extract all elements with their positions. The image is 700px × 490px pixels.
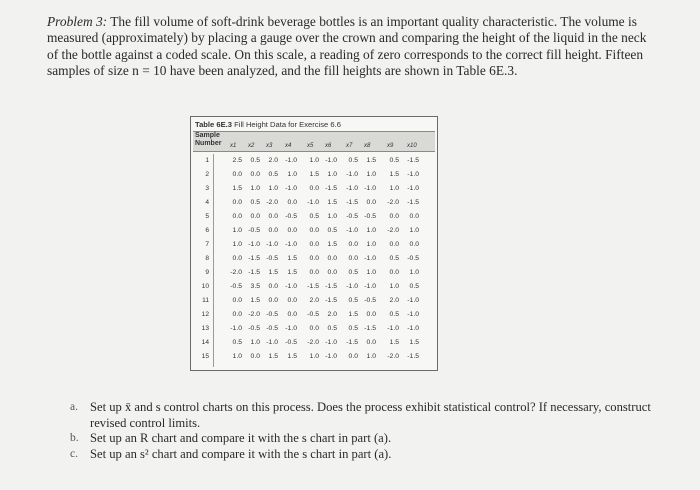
column-header: x9 [387, 143, 394, 149]
table-cell: 0.0 [268, 297, 278, 304]
table-cell: 1.0 [232, 241, 242, 248]
table-top-rule [193, 131, 435, 132]
table-cell: -2.0 [266, 199, 278, 206]
table-cell: -2.0 [230, 269, 242, 276]
table-cell: -1.0 [266, 241, 278, 248]
question-label: c. [70, 447, 78, 460]
table-cell: 0.0 [250, 353, 260, 360]
sample-number: 4 [205, 199, 209, 206]
table-cell: 0.0 [287, 199, 297, 206]
table-cell: -1.0 [407, 311, 419, 318]
sample-number: 13 [201, 325, 209, 332]
table-cell: 2.0 [389, 297, 399, 304]
table-cell: 0.0 [348, 241, 358, 248]
table-cell: 0.0 [389, 241, 399, 248]
sample-number: 6 [205, 227, 209, 234]
table-cell: -1.0 [346, 283, 358, 290]
sample-number: 10 [201, 283, 209, 290]
table-cell: 1.5 [268, 269, 278, 276]
table-cell: -0.5 [230, 283, 242, 290]
table-cell: -0.5 [307, 311, 319, 318]
column-header: x4 [285, 143, 292, 149]
table-cell: -1.0 [364, 185, 376, 192]
table-cell: -1.0 [248, 241, 260, 248]
table-cell: 0.0 [268, 283, 278, 290]
table-cell: 0.5 [250, 199, 260, 206]
table-cell: 0.5 [327, 325, 337, 332]
question-text: Set up x̄ and s control charts on this process. Does the process exhibit statistical control? If necessary, construct revised control limits. [90, 400, 651, 430]
table-cell: -1.5 [248, 269, 260, 276]
table-cell: 0.0 [348, 353, 358, 360]
table-cell: 0.0 [309, 227, 319, 234]
table-cell: 0.0 [309, 241, 319, 248]
table-cell: -1.0 [285, 157, 297, 164]
table-cell: 0.0 [366, 339, 376, 346]
table-cell: 0.0 [366, 311, 376, 318]
table-cell: 1.5 [250, 297, 260, 304]
table-cell: 0.0 [366, 199, 376, 206]
table-cell: -1.0 [364, 283, 376, 290]
column-header: x6 [325, 143, 332, 149]
table-cell: -0.5 [248, 227, 260, 234]
table-caption: Fill Height Data for Exercise 6.6 [234, 120, 341, 129]
table-cell: -0.5 [266, 325, 278, 332]
column-header: x7 [346, 143, 353, 149]
table-cell: 1.0 [366, 269, 376, 276]
table-cell: -1.5 [346, 199, 358, 206]
table-cell: -1.0 [266, 339, 278, 346]
table-cell: 0.5 [348, 157, 358, 164]
table-cell: -1.0 [407, 325, 419, 332]
table-cell: 1.5 [389, 171, 399, 178]
sample-number: 3 [205, 185, 209, 192]
table-cell: 0.0 [232, 171, 242, 178]
table-cell: 1.5 [287, 255, 297, 262]
table-cell: 0.5 [348, 269, 358, 276]
table-cell: -1.0 [230, 325, 242, 332]
table-cell: 1.0 [409, 269, 419, 276]
table-cell: -1.5 [407, 353, 419, 360]
table-cell: -1.0 [346, 185, 358, 192]
sample-number: 12 [201, 311, 209, 318]
table-cell: 0.0 [250, 171, 260, 178]
table-cell: -1.0 [346, 227, 358, 234]
sample-number: 2 [205, 171, 209, 178]
question-text: Set up an R chart and compare it with the s chart in part (a). [90, 431, 392, 446]
table-cell: -0.5 [407, 255, 419, 262]
table-cell: 0.0 [309, 325, 319, 332]
table-cell: -1.5 [325, 283, 337, 290]
problem-text: The fill volume of soft-drink beverage bottles is an important quality characteristic. The volume is measured (approximately) by placing a gauge over the crown and comparing the height of the liquid in the neck of the bottle against a coded scale. On this scale, a reading of zero corresponds to the correct fill height. Fifteen samples of size n = 10 have been analyzed, and the fill heights are shown in Table 6E.3. [47, 14, 647, 79]
question-text: Set up an s² chart and compare it with the s chart in part (a). [90, 446, 392, 461]
table-cell: -1.5 [307, 283, 319, 290]
sample-number-header [195, 132, 221, 148]
table-cell: -1.0 [285, 241, 297, 248]
table-cell: -1.0 [407, 297, 419, 304]
table-cell: 1.0 [250, 339, 260, 346]
table-cell: -2.0 [307, 339, 319, 346]
table-cell: 2.0 [309, 297, 319, 304]
table-cell: 0.0 [409, 213, 419, 220]
table-cell: 0.5 [268, 171, 278, 178]
sample-number: 7 [205, 241, 209, 248]
table-cell: 0.0 [409, 241, 419, 248]
table-cell: 0.5 [232, 339, 242, 346]
table-cell: 0.0 [287, 297, 297, 304]
table-cell: 1.5 [268, 353, 278, 360]
table-cell: -1.0 [307, 199, 319, 206]
table-cell: 1.0 [309, 157, 319, 164]
table-cell: 0.0 [309, 255, 319, 262]
table-cell: 0.0 [327, 255, 337, 262]
table-cell: 0.5 [348, 297, 358, 304]
table-cell: -0.5 [364, 297, 376, 304]
sample-number: 14 [201, 339, 209, 346]
table-cell: 1.0 [268, 185, 278, 192]
table-cell: -1.0 [285, 185, 297, 192]
table-cell: 0.5 [409, 283, 419, 290]
table-cell: 1.0 [327, 213, 337, 220]
table-cell: -1.0 [325, 157, 337, 164]
table-cell: 2.0 [327, 311, 337, 318]
table-cell: -1.5 [346, 339, 358, 346]
table-cell: -1.0 [407, 171, 419, 178]
table-title-line [195, 120, 341, 129]
column-header: x5 [307, 143, 314, 149]
table-cell: 0.0 [287, 227, 297, 234]
table-cell: 0.0 [232, 199, 242, 206]
table-cell: 0.0 [268, 213, 278, 220]
table-cell: 1.5 [409, 339, 419, 346]
table-cell: -0.5 [266, 311, 278, 318]
table-header-rule [193, 151, 435, 152]
table-cell: 1.0 [250, 185, 260, 192]
table-cell: 0.0 [250, 213, 260, 220]
table-cell: 1.5 [366, 157, 376, 164]
problem-label: Problem 3: [47, 14, 108, 29]
table-cell: 0.5 [250, 157, 260, 164]
table-cell: 3.5 [250, 283, 260, 290]
table-cell: 0.5 [389, 157, 399, 164]
table-cell: 0.0 [309, 185, 319, 192]
table-cell: -2.0 [387, 199, 399, 206]
table-cell: 1.0 [409, 227, 419, 234]
table-cell: 0.5 [309, 213, 319, 220]
table-cell: 1.5 [348, 311, 358, 318]
table-cell: -0.5 [346, 213, 358, 220]
column-header: x3 [266, 143, 273, 149]
table-cell: -2.0 [248, 311, 260, 318]
table-title: Table 6E.3 [195, 120, 233, 129]
table-cell: 2.5 [232, 157, 242, 164]
table-cell: 0.5 [348, 325, 358, 332]
table-cell: -1.5 [248, 255, 260, 262]
question-label: b. [70, 432, 79, 445]
sample-number: 5 [205, 213, 209, 220]
problem-statement [47, 14, 647, 80]
question-a [70, 400, 670, 431]
question-label: a. [70, 401, 78, 413]
header-sample: Sample [195, 132, 220, 139]
header-number: Number [195, 140, 222, 147]
table-cell: -1.0 [325, 353, 337, 360]
table-cell: -1.0 [346, 171, 358, 178]
sample-number: 11 [202, 297, 209, 304]
question-b [70, 431, 670, 447]
table-cell: -0.5 [285, 213, 297, 220]
table-cell: 1.5 [389, 339, 399, 346]
table-cell: 1.0 [389, 185, 399, 192]
table-cell: -1.0 [407, 185, 419, 192]
table-cell: -2.0 [387, 227, 399, 234]
table-cell: -0.5 [248, 325, 260, 332]
table-cell: 1.0 [366, 241, 376, 248]
table-cell: 1.0 [366, 353, 376, 360]
table-cell: 0.0 [348, 255, 358, 262]
sample-number: 9 [205, 269, 209, 276]
table-cell: 0.0 [232, 255, 242, 262]
table-cell: 0.0 [232, 213, 242, 220]
table-cell: -1.0 [285, 283, 297, 290]
table-cell: 0.0 [232, 297, 242, 304]
table-cell: -0.5 [285, 339, 297, 346]
table-cell: -1.5 [407, 199, 419, 206]
table-cell: 0.0 [232, 311, 242, 318]
table-cell: 0.5 [389, 255, 399, 262]
table-cell: 1.0 [287, 171, 297, 178]
table-cell: -1.0 [285, 325, 297, 332]
table-cell: 1.0 [366, 227, 376, 234]
table-cell: 1.5 [287, 269, 297, 276]
table-cell: 1.5 [309, 171, 319, 178]
table-cell: 0.0 [268, 227, 278, 234]
table-cell: -1.5 [364, 325, 376, 332]
table-cell: 1.0 [309, 353, 319, 360]
table-cell: 0.0 [389, 269, 399, 276]
table-cell: 1.5 [327, 241, 337, 248]
table-column-divider [213, 154, 214, 367]
table-cell: 1.0 [232, 353, 242, 360]
table-cell: 1.0 [389, 283, 399, 290]
table-cell: 0.5 [389, 311, 399, 318]
table-cell: 0.0 [327, 269, 337, 276]
question-c [70, 447, 670, 463]
table-cell: -0.5 [364, 213, 376, 220]
table-cell: -2.0 [387, 353, 399, 360]
sample-number: 1 [205, 157, 209, 164]
table-cell: 2.0 [268, 157, 278, 164]
column-header: x1 [230, 143, 237, 149]
table-cell: 1.0 [327, 171, 337, 178]
table-cell: -1.0 [364, 255, 376, 262]
table-cell: -1.5 [407, 157, 419, 164]
table-cell: 0.5 [327, 227, 337, 234]
table-cell: -1.0 [387, 325, 399, 332]
table-cell: 1.5 [232, 185, 242, 192]
sample-number: 15 [201, 353, 209, 360]
table-cell: 1.5 [327, 199, 337, 206]
table-cell: -1.0 [325, 339, 337, 346]
table-cell: 1.0 [366, 171, 376, 178]
table-cell: 0.0 [287, 311, 297, 318]
table-cell: 1.5 [287, 353, 297, 360]
table-cell: -1.5 [325, 185, 337, 192]
table-cell: -0.5 [266, 255, 278, 262]
fill-height-table [190, 116, 438, 371]
column-header: x10 [407, 143, 417, 149]
question-list [70, 400, 670, 462]
table-cell: 0.0 [309, 269, 319, 276]
table-cell: -1.5 [325, 297, 337, 304]
table-cell: 0.0 [389, 213, 399, 220]
column-header: x2 [248, 143, 255, 149]
table-cell: 1.0 [232, 227, 242, 234]
column-header: x8 [364, 143, 371, 149]
sample-number: 8 [205, 255, 209, 262]
